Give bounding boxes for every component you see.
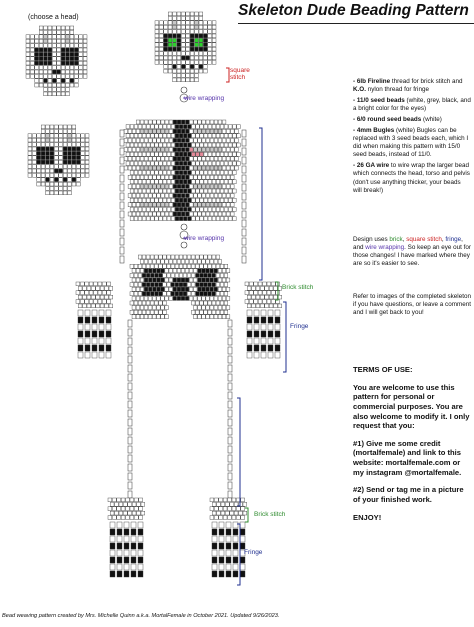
materials-item: - 4mm Bugles (white) Bugles can be replaced with 3 seed beads each, which I did when making this pattern with 15/0 seed beads, instead of 11/0.	[353, 127, 469, 159]
choose-head-caption: (choose a head)	[28, 14, 79, 21]
terms-paragraph: #1) Give me some credit (mortalfemale) and link to this website: mortalfemale.com or my instagram @mortalfemale.	[353, 438, 462, 477]
label-fringe-leg: Fringe	[244, 549, 263, 556]
materials-item: - 11/0 seed beads (white, grey, black, and a bright color for the eyes)	[353, 97, 471, 113]
materials-item: - 6lb Fireline thread for brick stitch and K.O. nylon thread for fringe	[353, 78, 463, 94]
refer-note: Refer to images of the completed skeleton if you have questions, or leave a comment and I will get back to you!	[353, 293, 471, 317]
skull-option-plain	[26, 26, 87, 96]
right-upper-arm	[242, 130, 246, 263]
left-hand-brick	[76, 282, 113, 308]
right-foot-brick	[210, 498, 247, 519]
neck-bead	[181, 87, 187, 93]
materials-item: - 26 GA wire to wire wrap the larger bead which connects the head, torso and pelvis (don't use anything thicker, your beads will break!)	[353, 162, 470, 194]
bracket-square-stitch	[226, 68, 229, 82]
label-brick-stitch-leg: Brick stitch	[254, 511, 286, 518]
label-square-stitch: square stitch	[230, 67, 250, 82]
page-title: Skeleton Dude Beading Pattern	[238, 2, 474, 24]
terms-of-use	[353, 365, 471, 530]
pelvis	[130, 255, 230, 319]
credit-line: Bead weaving pattern created by Mrs. Michelle Quinn a.k.a. MortalFemale in October 2021. Updated 9/26/2023.	[2, 613, 280, 619]
materials-list	[353, 78, 471, 198]
left-upper-arm	[120, 130, 124, 263]
right-hand-fringe	[247, 310, 280, 358]
ribcage	[124, 120, 240, 221]
spine-bead-waist	[181, 242, 187, 248]
skull-main-green-eyes	[155, 12, 216, 82]
left-leg	[128, 320, 132, 498]
bracket-arm-bugles	[259, 128, 262, 280]
terms-enjoy: ENJOY!	[353, 512, 382, 522]
label-fringe-arm: Fringe	[290, 323, 309, 330]
materials-item: - 6/0 round seed beads (white)	[353, 116, 442, 124]
terms-paragraph: You are welcome to use this pattern for personal or commercial purposes. You are also welcome to modify it. I only request that you:	[353, 382, 470, 431]
left-foot-brick	[108, 498, 145, 519]
left-foot-fringe	[110, 522, 143, 577]
label-brick-stitch-arm: Brick stitch	[282, 284, 314, 291]
skull-option-alt	[28, 125, 89, 195]
right-hand-brick	[245, 282, 282, 308]
design-notes: Design uses brick, square stitch, fringe, and wire wrapping. So keep an eye out for those changes! I have marked where they are so it's easier to see.	[353, 236, 471, 268]
bracket-leg-bugles	[237, 398, 240, 506]
terms-heading: TERMS OF USE:	[353, 365, 413, 374]
bracket-fringe-arm	[283, 302, 286, 372]
label-wire-wrapping-mid: wire wrapping	[184, 235, 225, 242]
right-leg	[228, 320, 232, 498]
label-wire-wrapping-top: wire wrapping	[184, 95, 225, 102]
left-hand-fringe	[78, 310, 111, 358]
spine-bead-mid	[181, 224, 187, 230]
terms-paragraph: #2) Send or tag me in a picture of your finished work.	[353, 485, 464, 505]
